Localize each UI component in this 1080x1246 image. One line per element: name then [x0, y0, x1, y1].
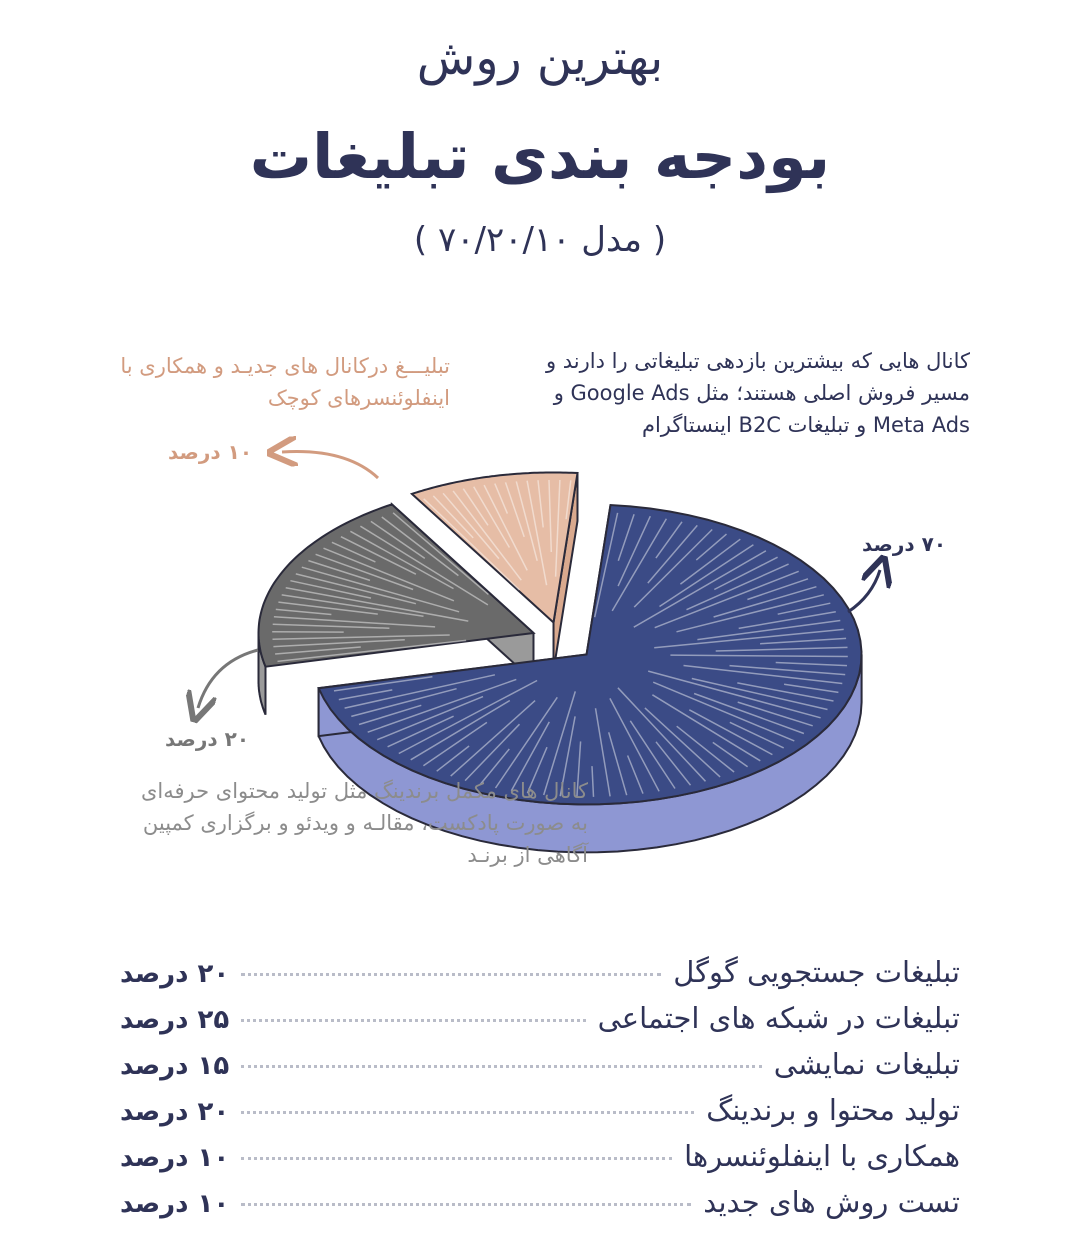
title-line-1: بهترین روش: [416, 30, 664, 86]
list-item: [120, 1093, 960, 1139]
list-item-value: ۱۰ درصد: [120, 1143, 230, 1173]
pct-label-gray: ۲۰ درصد: [165, 727, 250, 751]
list-item-label: تبلیغات جستجویی گوگل: [673, 955, 960, 989]
annotation-gray: کانال های مکمل برندینگ مثل تولید محتوای حرفه‌ای به صورت پادکست، مقالـه و ویدئو و برگزاری کمپین آگاهی از برنـد: [140, 779, 588, 867]
list-item: [120, 1001, 960, 1047]
dotted-leader: [241, 1111, 694, 1114]
arrow-blue: [848, 570, 880, 612]
list-item: [120, 1185, 960, 1231]
dotted-leader: [241, 1203, 691, 1206]
annotation-tan: تبلیـــغ درکانال های جدیـد و همکاری با اینفلوئنسرهای کوچک: [120, 354, 450, 410]
list-item: [120, 1139, 960, 1185]
list-item: [120, 1047, 960, 1093]
pct-label-tan: ۱۰ درصد: [168, 440, 253, 464]
arrow-tan: [282, 452, 378, 478]
list-item-label: تبلیغات در شبکه های اجتماعی: [597, 1001, 960, 1035]
dotted-leader: [241, 973, 661, 976]
list-item-label: تست روش های جدید: [703, 1185, 960, 1219]
arrow-gray: [198, 650, 258, 708]
pct-label-blue: ۷۰ درصد: [862, 532, 947, 556]
list-item-value: ۲۰ درصد: [120, 959, 230, 989]
model-subtitle: ( مدل ۷۰/۲۰/۱۰ ): [413, 220, 667, 260]
list-item-label: تولید محتوا و برندینگ: [706, 1093, 960, 1127]
annotation-blue: کانال هایی که بیشترین بازدهی تبلیغاتی را دارند و مسیر فروش اصلی هستند؛ مثل Google Ads و Meta Ads و تبلیغات B2C اینستاگرام: [545, 349, 970, 437]
allocation-list: [120, 955, 960, 1231]
dotted-leader: [241, 1157, 672, 1160]
list-item-value: ۱۰ درصد: [120, 1189, 230, 1219]
dotted-leader: [241, 1065, 761, 1068]
list-item-value: ۲۰ درصد: [120, 1097, 230, 1127]
list-item-value: ۱۵ درصد: [120, 1051, 230, 1081]
dotted-leader: [241, 1019, 585, 1022]
page-title: بودجه بندی تبلیغات: [249, 120, 831, 193]
list-item-label: همکاری با اینفلوئنسرها: [684, 1139, 960, 1173]
list-item-value: ۲۵ درصد: [120, 1005, 230, 1035]
list-item-label: تبلیغات نمایشی: [773, 1047, 960, 1081]
list-item: [120, 955, 960, 1001]
